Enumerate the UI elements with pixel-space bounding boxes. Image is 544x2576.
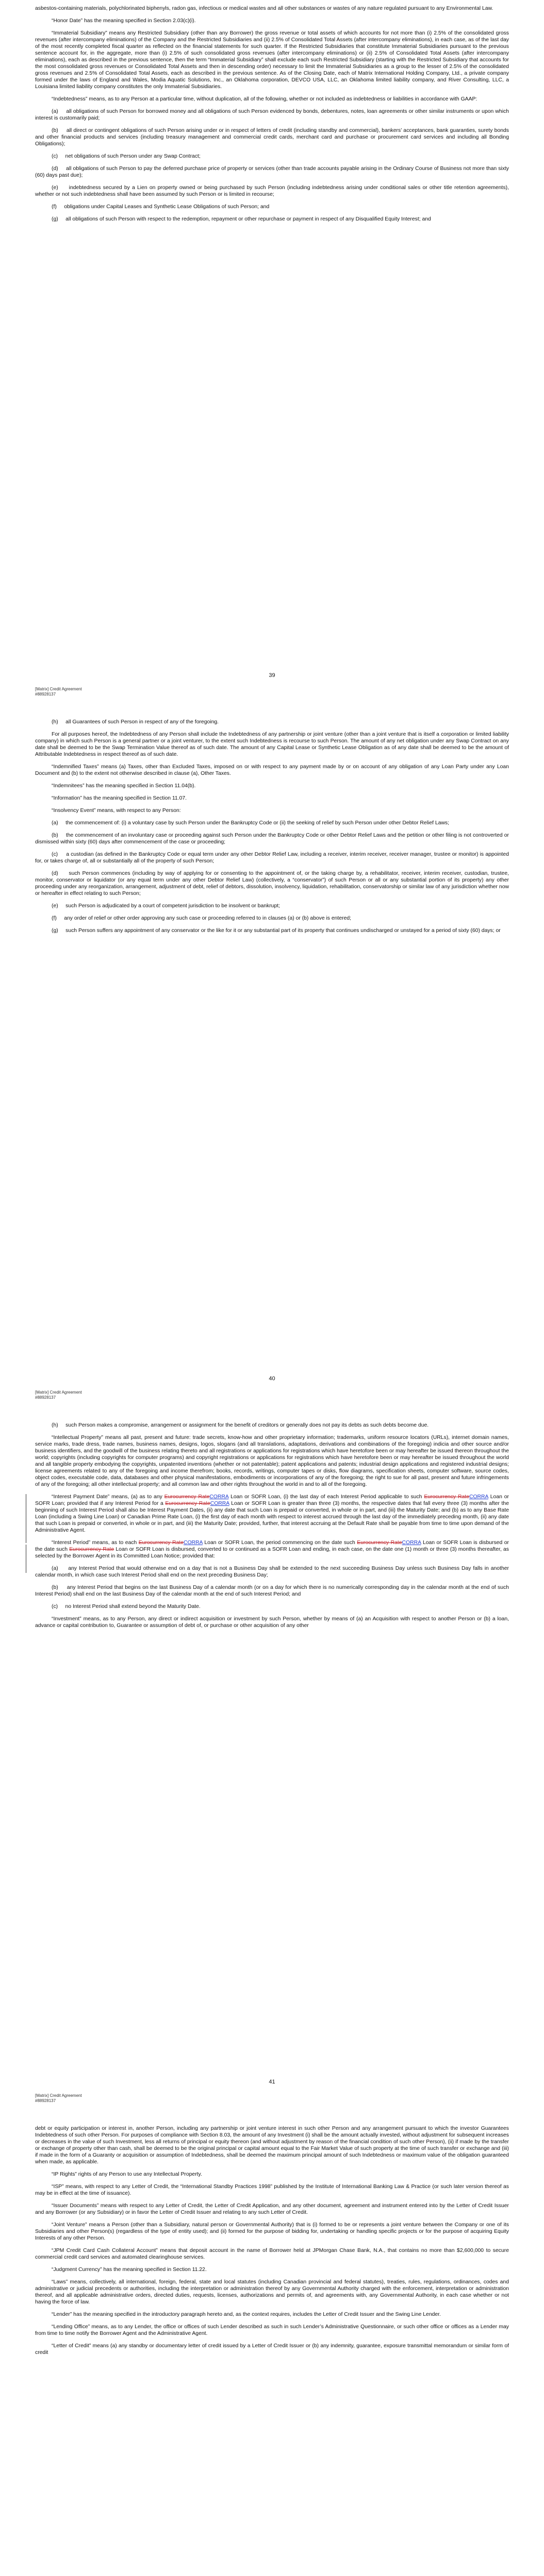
deleted-text: Eurocurrency Rate <box>357 1540 402 1546</box>
page-39 <box>0 0 544 703</box>
page-42-body <box>0 2110 544 2356</box>
inserted-text: CORRA <box>469 1494 488 1500</box>
definition-laws: “Laws” means, collectively, all international, foreign, federal, state and local statutes (including Canadian provincial and federal statutes), treaties, rules, regulations, ordinances, codes and administrative or judicial precedents or authorities, including the interpretation or administration thereof by any Governmental Authority charged with the enforcement, interpretation or administration thereof, and all applicable administrative orders, directed duties, requests, licenses, authorizations and permits of, and agreements with, any Governmental Authority, in each case whether or not having the force of law. <box>35 2279 509 2305</box>
deleted-text: Eurocurrency Rate <box>164 1494 210 1500</box>
insolvency-clause-b: (b) the commencement of an involuntary case or proceeding against such Person under the Bankruptcy Code or other Debtor Relief Laws and the petition or other filing is not controverted or dismissed within sixty (60) days after commencement of the case or proceeding; <box>35 833 509 845</box>
text-run: Loan or SOFR Loan, (i) the last day of each Interest Period applicable to such <box>228 1494 424 1500</box>
page-41-body <box>0 1406 544 1629</box>
deleted-text: Eurocurrency Rate <box>424 1494 469 1500</box>
text-run: Loan or SOFR Loan is disbursed, converted to or continued as a SOFR Loan and ending, in each case, on the date one (1) month or three (3) months thereafter, as selected by the Borrower Agent in its Committed Loan Notice; provided that: <box>35 1547 509 1559</box>
paragraph-hazardous-cont: asbestos-containing materials, polychlorinated biphenyls, radon gas, infectious or medical wastes and all other substances or wastes of any nature regulated pursuant to any Environmental Law. <box>35 6 493 11</box>
page-40-body <box>0 703 544 934</box>
footer-title: [Matrix] Credit Agreement <box>35 1390 82 1395</box>
page-42 <box>0 2110 544 2576</box>
clause-a: (a) all obligations of such Person for borrowed money and all obligations of such Person evidenced by bonds, debentures, notes, loan agreements or other similar instruments or upon which interest is customarily paid; <box>35 109 509 121</box>
definition-lending-office: “Lending Office” means, as to any Lender, the office or offices of such Lender described as such in such Lender’s Administrative Questionnaire, or such other office or offices as a Lender may from time to time notify the Borrower Agent and the Administrative Agent. <box>35 2324 509 2336</box>
inserted-text: CORRA <box>210 1501 229 1506</box>
definition-honor-date: “Honor Date” has the meaning specified in Section 2.03(c)(i). <box>52 18 196 24</box>
text-run: “Interest Payment Date” means, (a) as to any <box>52 1494 164 1500</box>
definition-indebtedness: “Indebtedness” means, as to any Person at a particular time, without duplication, all of the following, whether or not included as indebtedness or liabilities in accordance with GAAP: <box>52 96 477 102</box>
paragraph-investment-cont: debt or equity participation or interest in, another Person, including any partnership or joint venture interest in such other Person and any arrangement pursuant to which the investor Guarantees Indebtedness of such other Person. For purposes of compliance with Section 8.03, the amount of any Investment (i) shall be the amount actually invested, without adjustment for subsequent increases or decreases in the value of such Investment, less all returns of principal or equity thereon (and without adjustment by reason of the financial condition of such other Person), (ii) if made by the transfer or exchange of property other than cash, shall be deemed to be the original principal or capital amount equal to the Fair Market Value of such property at the time of such transfer or exchange and (iii) if made in the form of a Guaranty or acquisition or assumption of Indebtedness, shall be deemed the maximum principal amount of such Indebtedness or maximum value of the obligation guaranteed when made, as applicable. <box>35 2126 509 2165</box>
proviso-clause-a: (a) any Interest Period that would otherwise end on a day that is not a Business Day shall be extended to the next succeeding Business Day unless such Business Day falls in another calendar month, in which case such Interest Period shall end on the next preceding Business Day; <box>35 1566 509 1578</box>
inserted-text: CORRA <box>183 1540 203 1546</box>
definition-lender: “Lender” has the meaning specified in the introductory paragraph hereto and, as the context requires, includes the Letter of Credit Issuer and the Swing Line Lender. <box>52 2312 441 2317</box>
definition-judgment-currency: “Judgment Currency” has the meaning specified in Section 11.22. <box>52 2267 207 2273</box>
insolvency-clause-h: (h) such Person makes a compromise, arrangement or assignment for the benefit of creditors or generally does not pay its debts as such debts become due. <box>52 1422 429 1428</box>
definition-ip-rights: “IP Rights” rights of any Person to use any Intellectual Property. <box>52 2172 202 2177</box>
text-run: Loan or SOFR Loan, the period commencing on the date such <box>202 1540 357 1546</box>
page-number: 39 <box>269 672 275 679</box>
insolvency-clause-c: (c) a custodian (as defined in the Bankruptcy Code or equal term under any other Debtor Relief Law, including a receiver, interim receiver, receiver manager, trustee or monitor) is appointed for, or takes charge of, all or substantially all of the property of such Person; <box>35 852 509 864</box>
footer-doc-id: #88928137 <box>35 1395 56 1400</box>
insolvency-clause-g: (g) such Person suffers any appointment of any conservator or the like for it or any substantial part of its property that continues undischarged or unstayed for a period of sixty (60) days; or <box>52 928 501 934</box>
text-run: Loan or SOFR Loan; provided that if any Interest Period for a <box>35 1494 509 1506</box>
deleted-text: Eurocurrency Rate <box>138 1540 184 1546</box>
definition-letter-of-credit: “Letter of Credit” means (a) any standby or documentary letter of credit issued by a Letter of Credit Issuer or (b) any indemnity, guarantee, exposure transmittal memorandum or similar form of credit <box>35 2343 509 2355</box>
insolvency-clause-a: (a) the commencement of: (i) a voluntary case by such Person under the Bankruptcy Code or (ii) the seeking of relief by such Person under other Debtor Relief Laws; <box>52 820 450 826</box>
proviso-clause-c: (c) no Interest Period shall extend beyond the Maturity Date. <box>52 1604 201 1609</box>
deleted-text: Eurocurrency Rate <box>69 1547 114 1552</box>
definition-indemnified-taxes: “Indemnified Taxes” means (a) Taxes, other than Excluded Taxes, imposed on or with respect to any payment made by or on account of any obligation of any Loan Party under any Loan Document and (b) to the extent not otherwise described in clause (a), Other Taxes. <box>35 764 509 776</box>
footer <box>35 687 82 697</box>
footer-title: [Matrix] Credit Agreement <box>35 687 82 691</box>
insolvency-clause-e: (e) such Person is adjudicated by a court of competent jurisdiction to be insolvent or bankrupt; <box>52 903 280 909</box>
footer <box>35 2093 82 2104</box>
definition-immaterial-subsidiary: “Immaterial Subsidiary” means any Restricted Subsidiary (other than any Borrower) the gross revenue or total assets of which accounts for not more than (i) 2.5% of the consolidated gross revenues (after intercompany eliminations) of the Company and the Restricted Subsidiaries and (ii) 2.5% of Consolidated Total Assets (after intercompany eliminations), in each case, as of the last day of the most recently completed fiscal quarter as reflected on the financial statements for such quarter. If the Restricted Subsidiaries that constitute Immaterial Subsidiaries pursuant to the previous sentence account for, in the aggregate, more than (i) 2.5% of such consolidated gross revenues (after intercompany eliminations) or (ii) 2.5% of Consolidated Total Assets (after intercompany eliminations), each as described in the previous sentence, then the term “Immaterial Subsidiary” shall exclude each such Restricted Subsidiary (starting with the Restricted Subsidiary that accounts for the most consolidated gross revenues or Consolidated Total Assets and then in descending order) necessary to limit the Immaterial Subsidiaries as a group to the lesser of 2.5% of the consolidated gross revenues and 2.5% of Consolidated Total Assets, each as described in the previous sentence. As of the Closing Date, each of Matrix International Holding Company, Ltd., a private company formed under the laws of England and Wales, Modia Aquatic Solutions, Inc., an Oklahoma corporation, DEVCO USA, LLC, an Oklahoma limited liability company, and River Consulting, LLC, a Louisiana limited liability company constitutes the only Immaterial Subsidiaries. <box>35 30 509 90</box>
definition-information: “Information” has the meaning specified in Section 11.07. <box>52 795 187 801</box>
page-41 <box>0 1406 544 2110</box>
clause-d: (d) all obligations of such Person to pay the deferred purchase price of property or services (other than trade accounts payable arising in the Ordinary Course of Business not more than sixty (60) days past due); <box>35 166 509 178</box>
definition-insolvency-event: “Insolvency Event” means, with respect to any Person: <box>52 808 181 814</box>
clause-e: (e) indebtedness secured by a Lien on property owned or being purchased by such Person (including indebtedness arising under conditional sales or other title retention agreements), whether or not such indebtedness shall have been assumed by such Person or is limited in recourse; <box>35 185 509 197</box>
page-39-body <box>0 0 544 223</box>
clause-c: (c) net obligations of such Person under any Swap Contract; <box>52 154 201 159</box>
definition-joint-venture: “Joint Venture” means a Person (other than a Subsidiary, natural person or Governmental Authority) that is (i) formed to be or represents a joint venture between the Company or one of its Subsidiaries and other Person(s) (regardless of the type of entity used); and (ii) formed for the purpose of bidding for, undertaking or handling specific projects or for the purpose of acquiring Equity Interests of any other Person. <box>35 2222 509 2241</box>
footer <box>35 1390 82 1400</box>
inserted-text: CORRA <box>402 1540 421 1546</box>
clause-h: (h) all Guarantees of such Person in respect of any of the foregoing. <box>52 719 219 725</box>
proviso-clause-b: (b) any Interest Period that begins on the last Business Day of a calendar month (or on a day for which there is no numerically corresponding day in the calendar month at the end of such Interest Period) shall end on the last Business Day of the calendar month at the end of such Interest Period; and <box>35 1585 509 1597</box>
clause-g: (g) all obligations of such Person with respect to the redemption, repayment or other repurchase or payment in respect of any Disqualified Equity Interest; and <box>52 216 431 222</box>
clause-f: (f) obligations under Capital Leases and Synthetic Lease Obligations of such Person; and <box>52 204 270 210</box>
page-number: 40 <box>269 1376 275 1382</box>
deleted-text: Eurocurrency Rate <box>165 1501 210 1506</box>
insolvency-clause-f: (f) any order of relief or other order approving any such case or proceeding referred to in clauses (a) or (b) above is entered; <box>52 916 352 921</box>
clause-b: (b) all direct or contingent obligations of such Person arising under or in respect of letters of credit (including standby and commercial), bankers’ acceptances, bank guaranties, surety bonds and other financial products and services (including treasury management and commercial credit cards, merchant card and purchase or procurement card services and including all Bonding Obligations); <box>35 128 509 147</box>
page-number: 41 <box>269 2079 275 2085</box>
definition-isp: “ISP” means, with respect to any Letter of Credit, the “International Standby Practices 1998” published by the Institute of International Banking Law & Practice (or such later version thereof as may be in effect at the time of issuance). <box>35 2184 509 2196</box>
text-run: Loan or SOFR Loan is disbursed or the date such <box>35 1540 509 1552</box>
definition-interest-period <box>35 1539 509 1560</box>
paragraph-for-all-purposes: For all purposes hereof, the Indebtedness of any Person shall include the Indebtedness of any partnership or joint venture (other than a joint venture that is itself a corporation or limited liability company) in which such Person is a general partner or a joint venturer, to the extent such Indebtedness is recourse to such Person. The amount of any net obligation under any Swap Contract on any date shall be deemed to be the Swap Termination Value thereof as of such date. The amount of any Capital Lease or Synthetic Lease Obligation as of any date shall be deemed to be the amount of Attributable Indebtedness in respect thereof as of such date. <box>35 732 509 757</box>
definition-interest-payment-date <box>35 1494 509 1534</box>
footer-doc-id: #88928137 <box>35 692 56 697</box>
footer-doc-id: #88928137 <box>35 2098 56 2103</box>
definition-investment: “Investment” means, as to any Person, any direct or indirect acquisition or investment by such Person, whether by means of (a) an Acquisition with respect to another Person or (b) a loan, advance or capital contribution to, Guarantee or assumption of debt of, or purchase or other acquisition of any other <box>35 1616 509 1629</box>
text-run: “Interest Period” means, as to each <box>52 1540 139 1546</box>
definition-jpm-account: “JPM Credit Card Cash Collateral Account” means that deposit account in the name of Borrower held at JPMorgan Chase Bank, N.A., that contains no more than $2,600,000 to secure commercial credit card services and automated clearinghouse services. <box>35 2248 509 2260</box>
definition-indemnitees: “Indemnitees” has the meaning specified in Section 11.04(b). <box>52 783 196 789</box>
page-40 <box>0 703 544 1406</box>
text-run: Loan or SOFR Loan is greater than three (3) months, the respective dates that fall every three (3) months after the beginning of such Interest Period shall also be Interest Payment Dates, (ii) any date that such Loan is prepaid or converted, in whole or in part, and (iii) the Maturity Date; and (b) as to any Base Rate Loan (including a Swing Line Loan) or Canadian Prime Rate Loan, (i) the first day of each month with respect to interest accrued through the last day of the immediately preceding month, (ii) any date that such Loan is prepaid or converted, in whole or in part, and (iii) the Maturity Date; provided, further, that interest accruing at the Default Rate shall be payable from time to time upon demand of the Administrative Agent. <box>35 1501 509 1533</box>
definition-issuer-documents: “Issuer Documents” means with respect to any Letter of Credit, the Letter of Credit Application, and any other document, agreement and instrument entered into by the Letter of Credit Issuer and any Borrower (or any Subsidiary) or in favor the Letter of Credit Issuer and relating to any such Letter of Credit. <box>35 2203 509 2215</box>
footer-title: [Matrix] Credit Agreement <box>35 2093 82 2098</box>
inserted-text: CORRA <box>209 1494 229 1500</box>
definition-intellectual-property: “Intellectual Property” means all past, present and future: trade secrets, know-how and other proprietary information; trademarks, uniform resource locators (URLs), internet domain names, service marks, trade dress, trade names, business names, designs, logos, slogans (and all translations, adaptations, derivations and combinations of the foregoing) indicia and other source and/or business identifiers, and the goodwill of the business relating thereto and all registrations or applications for registrations which have heretofore been or may hereafter be issued thereon throughout the world; copyrights (including copyrights for computer programs) and copyright registrations or applications for registrations which have heretofore been or may hereafter be issued throughout the world and all tangible property embodying the copyrights, unpatented inventions (whether or not patentable); patent applications and patents; industrial design applications and registered industrial designs; license agreements related to any of the foregoing and income therefrom; books, records, writings, computer tapes or disks, flow diagrams, specification sheets, computer software, source codes, object codes, executable code, data, databases and other physical manifestations, embodiments or incorporations of any of the foregoing; the right to sue for all past, present and future infringements of any of the foregoing; all other intellectual property; and all common law and other rights throughout the world in and to all of the foregoing. <box>35 1435 509 1487</box>
insolvency-clause-d: (d) such Person commences (including by way of applying for or consenting to the appointment of, or the taking charge by, a rehabilitator, receiver, interim receiver, custodian, trustee, monitor, conservator or liquidator (or any equal term under any other Debtor Relief Law) (collectively, a “conservator”) of such Person or all or any substantial portion of its property) any other proceeding under any reorganization, arrangement, adjustment of debt, relief of debtors, dissolution, insolvency, liquidation, rehabilitation, conservatorship or similar law of any jurisdiction whether now or hereafter in effect relating to such Person; <box>35 871 509 896</box>
